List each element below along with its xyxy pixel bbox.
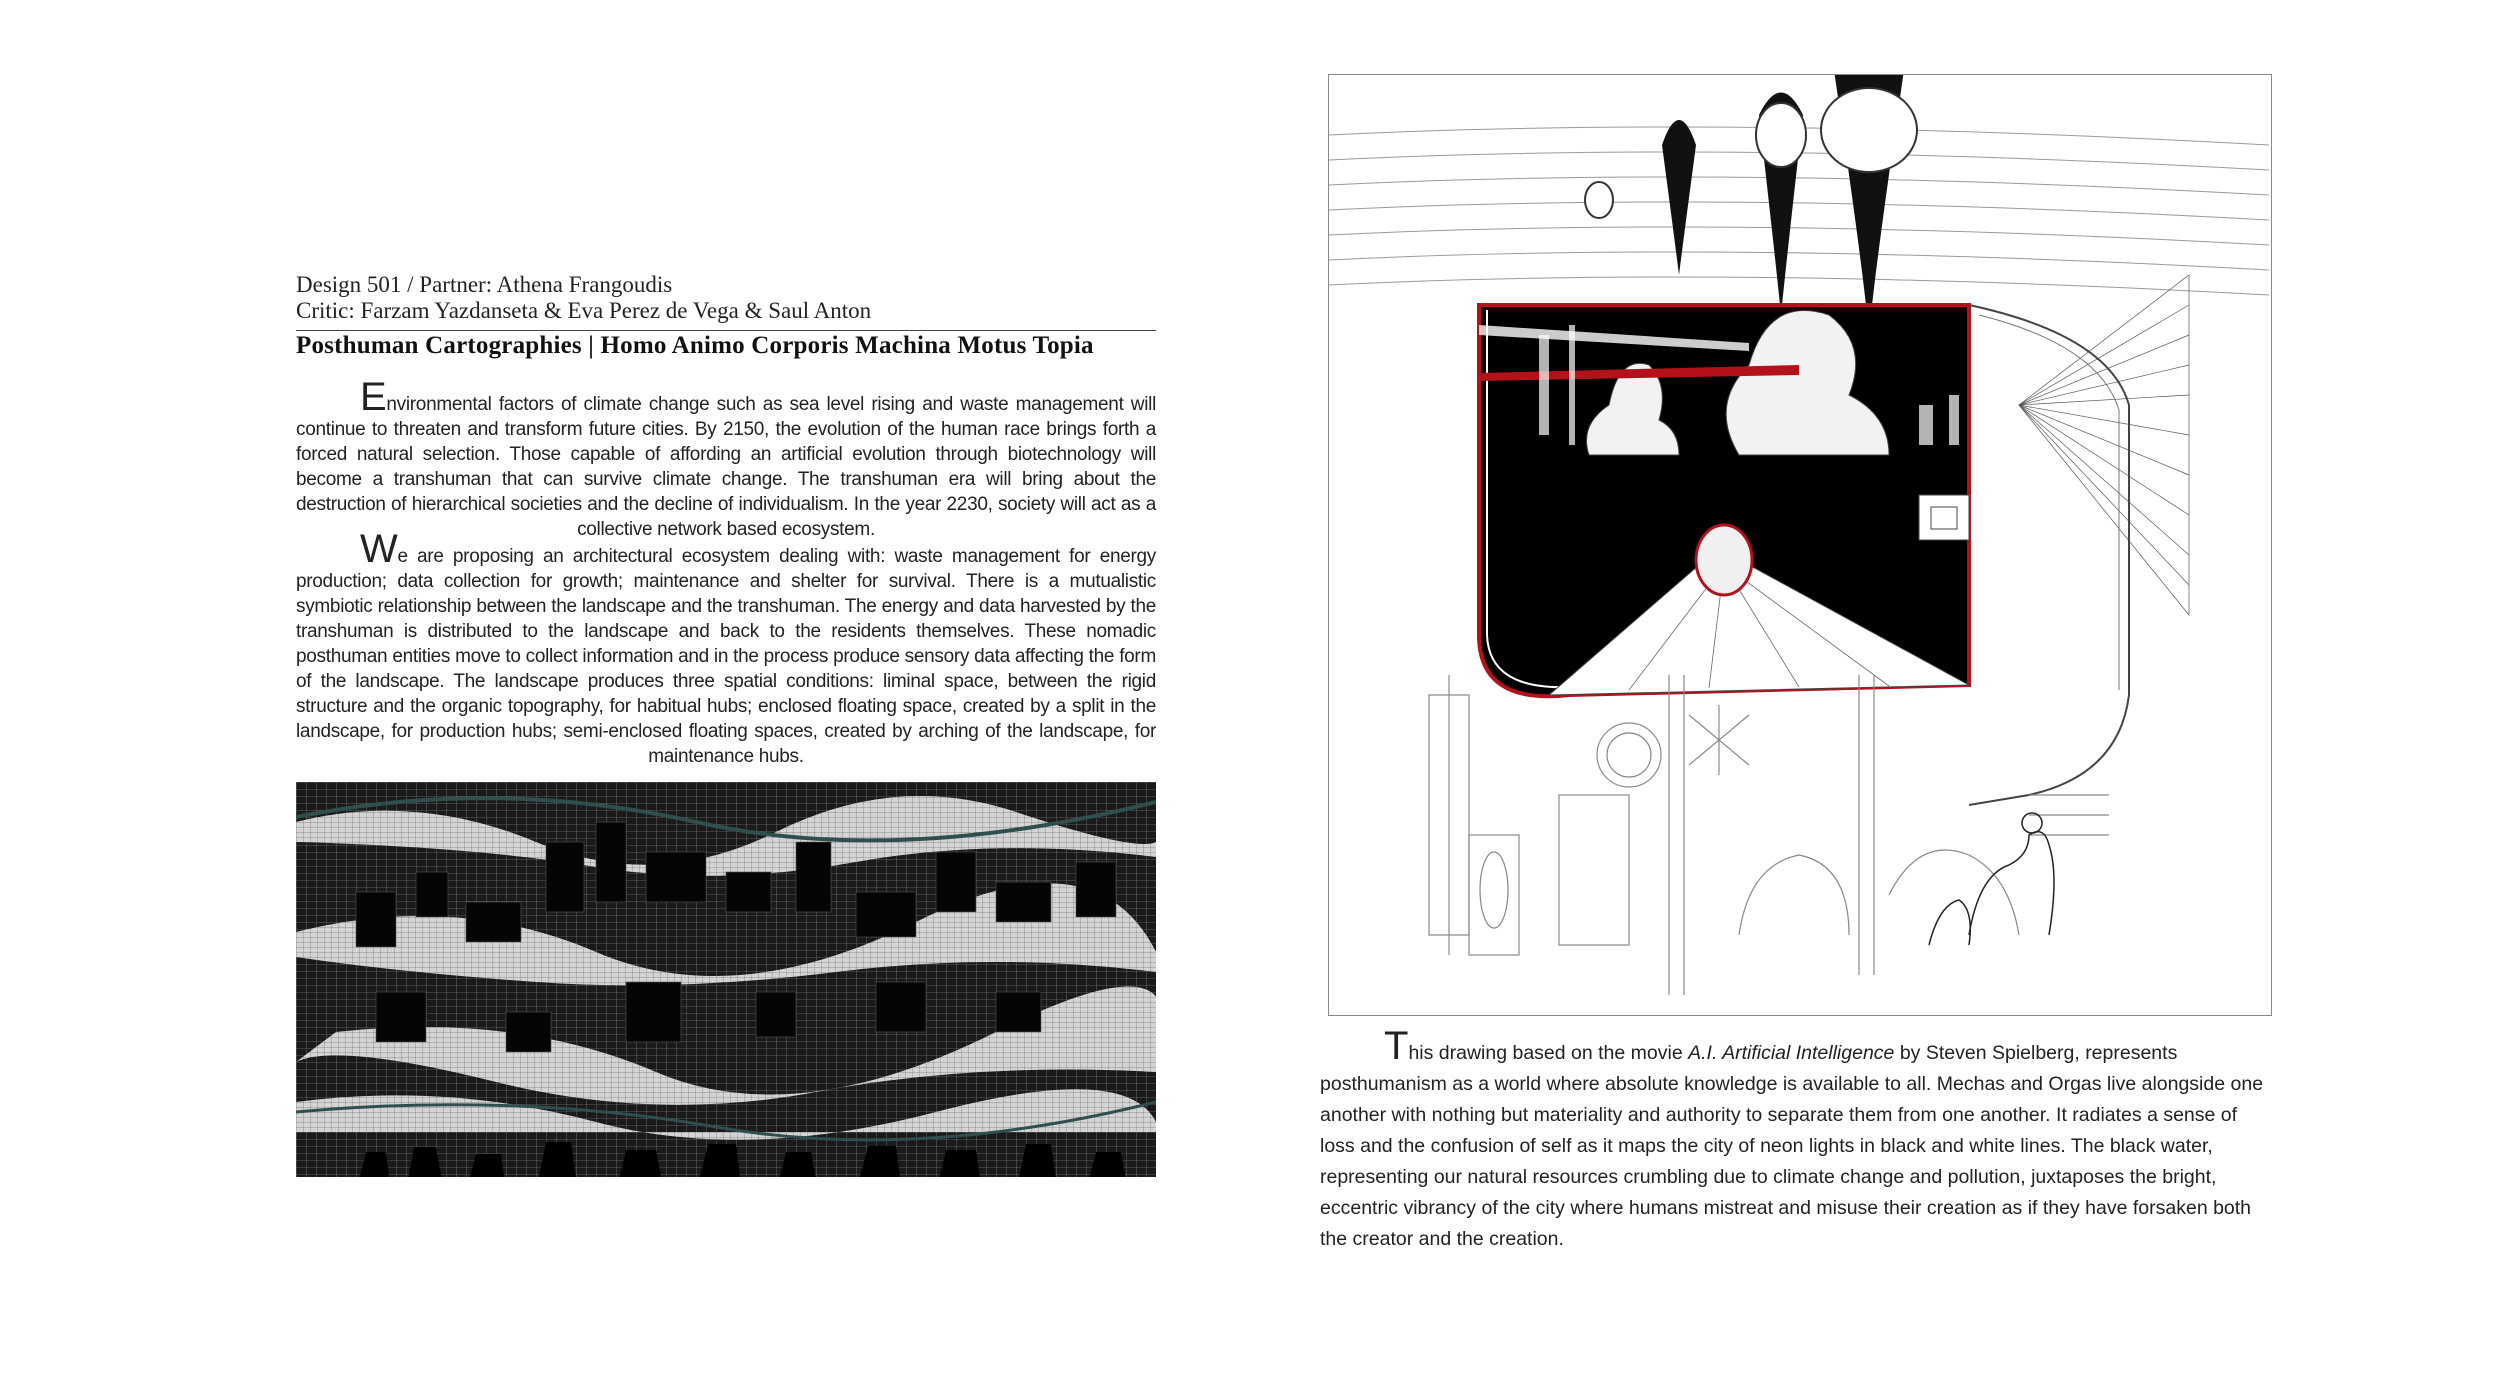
caption-text-pre: his drawing based on the movie (1408, 1042, 1689, 1064)
drawing-caption (1320, 1024, 2270, 1255)
ai-film-drawing (1328, 74, 2272, 1016)
drop-cap: W (360, 527, 398, 571)
drop-cap: E (360, 375, 387, 419)
project-title: Posthuman Cartographies | Homo Animo Corporis Machina Motus Topia (296, 332, 1094, 359)
caption-text-post: by Steven Spielberg, represents posthumanism as a world where absolute knowledge is available to all. Mechas and Orgas live alongside one another with nothing but materiality and authority to separate them from one another. It radiates a sense of loss and the confusion of self as it maps the city of neon lights in black and white lines. The black water, representing our natural resources crumbling due to climate change and pollution, juxtaposes the bright, eccentric vibrancy of the city where humans mistreat and misuse their creation as if they have forsaken both the creator and the creation. (1320, 1042, 2264, 1250)
film-title: A.I. Artificial Intelligence (1688, 1042, 1895, 1064)
header-divider (296, 330, 1156, 331)
paragraph-text: e are proposing an architectural ecosystem dealing with: waste management for energy production; data collection for growth; maintenance and shelter for survival. There is a mutualistic symbiotic relationship between the landscape and the transhuman. The energy and data harvested by the transhuman is distributed to the landscape and back to the residents themselves. These nomadic posthuman entities move to collect information and in the process produce sensory data affecting the form of the landscape. The landscape produces three spatial conditions: liminal space, between the rigid structure and the organic topography, for habitual hubs; enclosed floating space, created by a split in the landscape, for production hubs; semi-enclosed floating spaces, created by arching of the landscape, for maintenance hubs. (296, 546, 1156, 767)
paragraph-intro (296, 375, 1156, 542)
drop-cap: T (1384, 1024, 1409, 1068)
critic-line: Critic: Farzam Yazdanseta & Eva Perez de Vega & Saul Anton (296, 298, 872, 323)
project-meta (296, 272, 1156, 331)
paragraph-text: nvironmental factors of climate change such as sea level rising and waste management will continue to threaten and transform future cities. By 2150, the evolution of the human race brings forth a forced natural selection. Those capable of affording an artificial evolution through biotechnology will become a transhuman that can survive climate change. The transhuman era will bring about the destruction of hierarchical societies and the decline of individualism. In the year 2230, society will act as a collective network based ecosystem. (296, 394, 1156, 540)
paragraph-proposal (296, 527, 1156, 769)
landscape-rendering (296, 782, 1156, 1192)
course-line: Design 501 / Partner: Athena Frangoudis (296, 272, 673, 297)
